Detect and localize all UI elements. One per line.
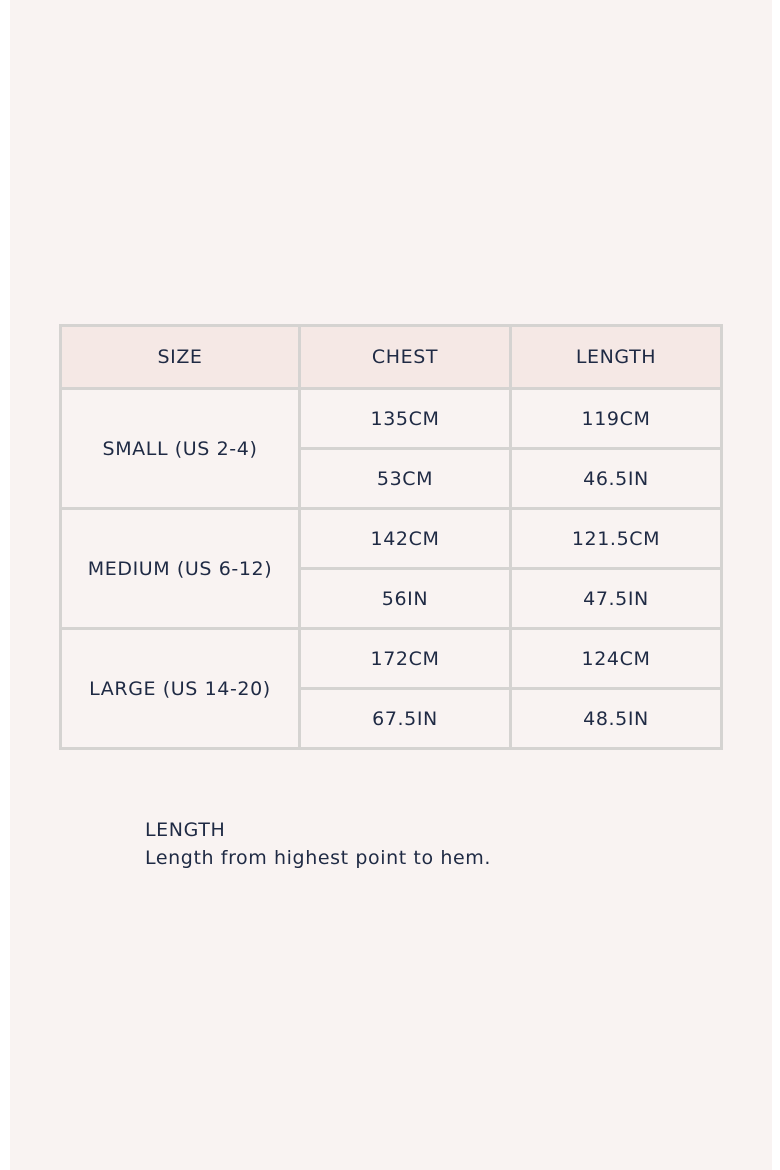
chest-cell: 135CM bbox=[300, 389, 511, 449]
header-chest: CHEST bbox=[300, 326, 511, 389]
length-cell: 48.5IN bbox=[511, 689, 722, 749]
length-cell: 124CM bbox=[511, 629, 722, 689]
note-body: Length from highest point to hem. bbox=[145, 847, 492, 869]
table-row bbox=[61, 509, 722, 569]
measurement-note bbox=[145, 816, 491, 872]
header-size: SIZE bbox=[61, 326, 300, 389]
chest-cell: 56IN bbox=[300, 569, 511, 629]
size-chart-table bbox=[59, 324, 723, 750]
chest-cell: 172CM bbox=[300, 629, 511, 689]
note-title: LENGTH bbox=[145, 819, 226, 841]
size-cell-medium: MEDIUM (US 6-12) bbox=[61, 509, 300, 629]
chest-cell: 67.5IN bbox=[300, 689, 511, 749]
chest-cell: 53CM bbox=[300, 449, 511, 509]
table-row bbox=[61, 629, 722, 689]
length-cell: 46.5IN bbox=[511, 449, 722, 509]
header-length: LENGTH bbox=[511, 326, 722, 389]
length-cell: 119CM bbox=[511, 389, 722, 449]
size-cell-large: LARGE (US 14-20) bbox=[61, 629, 300, 749]
length-cell: 47.5IN bbox=[511, 569, 722, 629]
table-row bbox=[61, 389, 722, 449]
chest-cell: 142CM bbox=[300, 509, 511, 569]
table-header-row bbox=[61, 326, 722, 389]
length-cell: 121.5CM bbox=[511, 509, 722, 569]
size-guide-panel bbox=[10, 0, 772, 1170]
size-cell-small: SMALL (US 2-4) bbox=[61, 389, 300, 509]
